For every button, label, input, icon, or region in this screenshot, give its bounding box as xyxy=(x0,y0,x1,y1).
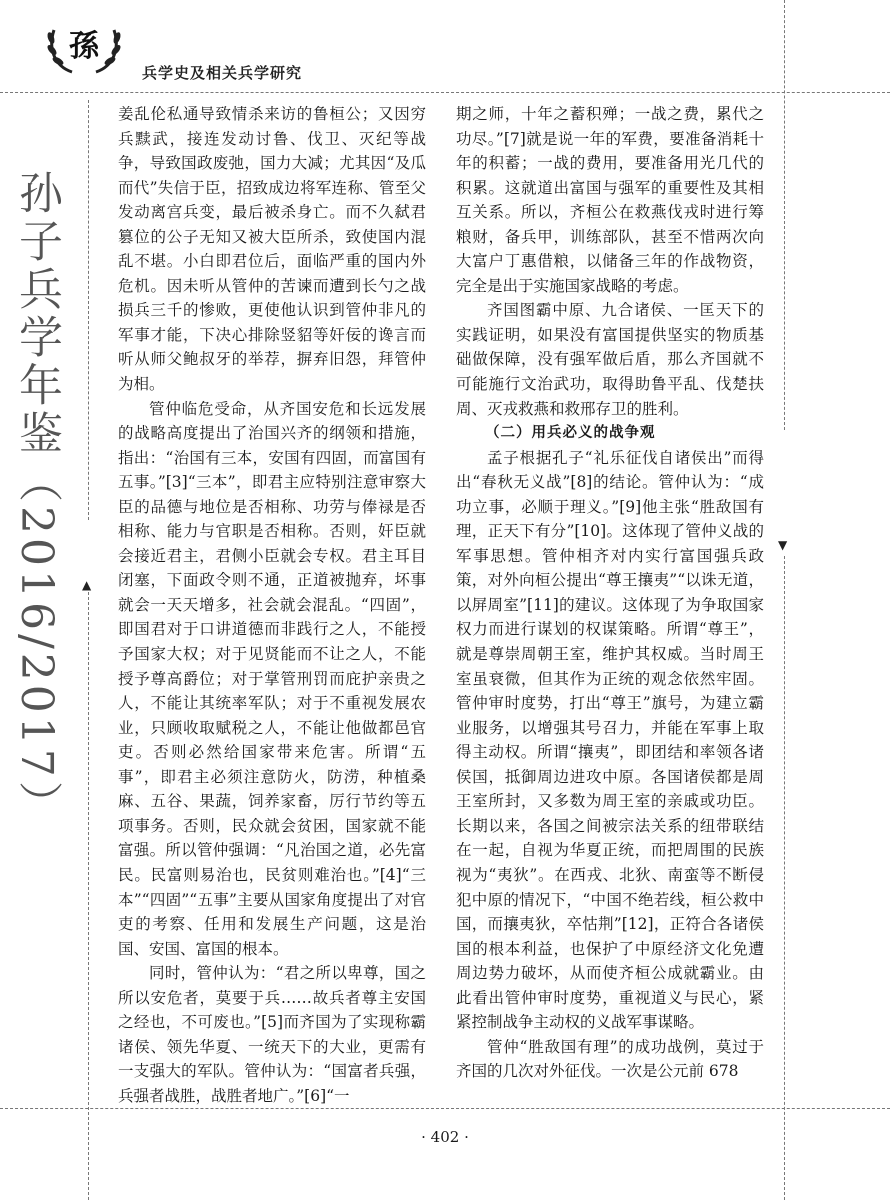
logo-glyph: 孫 xyxy=(69,29,99,64)
paragraph: 姜乱伦私通导致情杀来访的鲁桓公；又因穷兵黩武，接连发动讨鲁、伐卫、灭纪等战争，导致国政废弛，国力大减；尤其因“及瓜而代”失信于臣，招致成边将军连称、管至父发动离宫兵变，最后被杀身亡。而不久弑君篡位的公子无知又被大臣所杀，致使国内混乱不堪。小白即君位后，面临严重的国内外危机。因未听从管仲的苦谏而遭到长勺之战损兵三千的惨败，更使他认识到管仲非凡的军事才能，下决心排除竖貂等奸佞的谗言而听从师父鲍叔牙的举荐，摒弃旧怨，拜管仲为相。 xyxy=(118,105,426,394)
left-margin-rule-top xyxy=(88,100,89,520)
right-margin-rule-top xyxy=(784,0,785,430)
yearbook-side-title: 孙子兵学年鉴（2016/2017） xyxy=(11,170,62,829)
left-margin-rule-bottom xyxy=(88,592,89,1200)
down-arrow-icon: ▼ xyxy=(778,538,788,552)
running-head: 兵学史及相关兵学研究 xyxy=(142,64,303,82)
up-arrow-icon: ▲ xyxy=(82,578,92,592)
paragraph: 管仲临危受命，从齐国安危和长远发展的战略高度提出了治国兴齐的纲领和措施，指出：“治国有三本，安国有四固，而富国有五事。”[3]“三本”，即君主应特别注意审察大臣的品德与地位是否相称、功劳与俸禄是否相称、能力与官职是否相称。否则，奸臣就会接近君主，君侧小臣就会专权。君主耳目闭塞，下面政令则不通，正道被抛弃，坏事就会一天天增多，社会就会混乱。“四固”，即国君对于口讲道德而非践行之人，不能授予国家大权；对于见贤能而不让之人，不能授予尊高爵位；对于掌管刑罚而庇护亲贵之人，不能让其统率军队；对于不重视发展农业，只顾收取赋税之人，不能让他做都邑官吏。否则必然给国家带来危害。所谓“五事”，即君主必须注意防火，防涝，种植桑麻、五谷、果蔬，饲养家畜，厉行节约等五项事务。否则，民众就会贫困，国家就不能富强。所以管仲强调：“凡治国之道，必先富民。民富则易治也，民贫则难治也。”[4]“三本”“四固”“五事”主要从国家角度提出了对官吏的考察、任用和发展生产问题，这是治国、安国、富国的根本。 xyxy=(118,399,426,958)
paragraph: 期之师，十年之蓄积殚；一战之费，累代之功尽。”[7]就是说一年的军费，要准备消耗十年的积蓄；一战的费用，要准备用光几代的积累。这就道出富国与强军的重要性及其相互关系。所以，齐桓公在救燕伐戎时进行筹粮财，备兵甲，训练部队，甚至不惜两次向大富户丁惠借粮，以储备三年的作战物资，完全是出于实施国家战略的考虑。 xyxy=(456,105,764,295)
paragraph: 管仲“胜敌国有理”的成功战例，莫过于齐国的几次对外征伐。一次是公元前 678 xyxy=(456,1037,764,1081)
yearbook-logo xyxy=(42,8,126,78)
page-number: · 402 · xyxy=(421,1128,469,1146)
section-heading: （二）用兵必义的战争观 xyxy=(485,425,656,442)
header-rule xyxy=(0,92,890,93)
right-column xyxy=(456,102,764,1084)
paragraph: 齐国图霸中原、九合诸侯、一匡天下的实践证明，如果没有富国提供坚实的物质基础做保障，没有强军做后盾，那么齐国就不可能施行文治武功，取得助鲁平乱、伐楚扶周、灭戎救燕和救邢存卫的胜利。 xyxy=(456,301,764,418)
right-margin-rule-bottom xyxy=(784,556,785,1200)
paragraph: 孟子根据孔子“礼乐征伐自诸侯出”而得出“春秋无义战”[8]的结论。管仲认为：“成功立事，必顺于理义。”[9]他主张“胜敌国有理，正天下有分”[10]。这体现了管仲义战的军事思想。管仲相齐对内实行富国强兵政策，对外向桓公提出“尊王攘夷”“以诛无道，以屏周室”[11]的建议。这体现了为争取国家权力而进行谋划的权谋策略。所谓“尊王”，就是尊崇周朝王室，维护其权威。当时周王室虽衰微，但其作为正统的观念依然牢固。管仲审时度势，打出“尊王”旗号，为建立霸业服务，以增强其号召力，并能在军事上取得主动权。所谓“攘夷”，即团结和率领各诸侯国，抵御周边进攻中原。各国诸侯都是周王室所封，又多数为周王室的亲戚或功臣。长期以来，各国之间被宗法关系的纽带联结在一起，自视为华夏正统，而把周围的民族视为“夷狄”。在西戎、北狄、南蛮等不断侵犯中原的情况下，“中国不绝若线，桓公救中国，而攘夷狄，卒怙荆”[12]，正符合各诸侯国的根本利益，也保护了中原经济文化免遭周边势力破坏，从而使齐桓公成就霸业。由此看出管仲审时度势，重视道义与民心，紧紧控制战争主动权的义战军事谋略。 xyxy=(456,448,764,1032)
left-column xyxy=(118,102,426,1108)
paragraph: 同时，管仲认为：“君之所以卑尊，国之所以安危者，莫要于兵……故兵者尊主安国之经也，不可废也。”[5]而齐国为了实现称霸诸侯、领先华夏、一统天下的大业，更需有一支强大的军队。管仲认为：“国富者兵强，兵强者战胜，战胜者地广。”[6]“一 xyxy=(118,964,426,1105)
